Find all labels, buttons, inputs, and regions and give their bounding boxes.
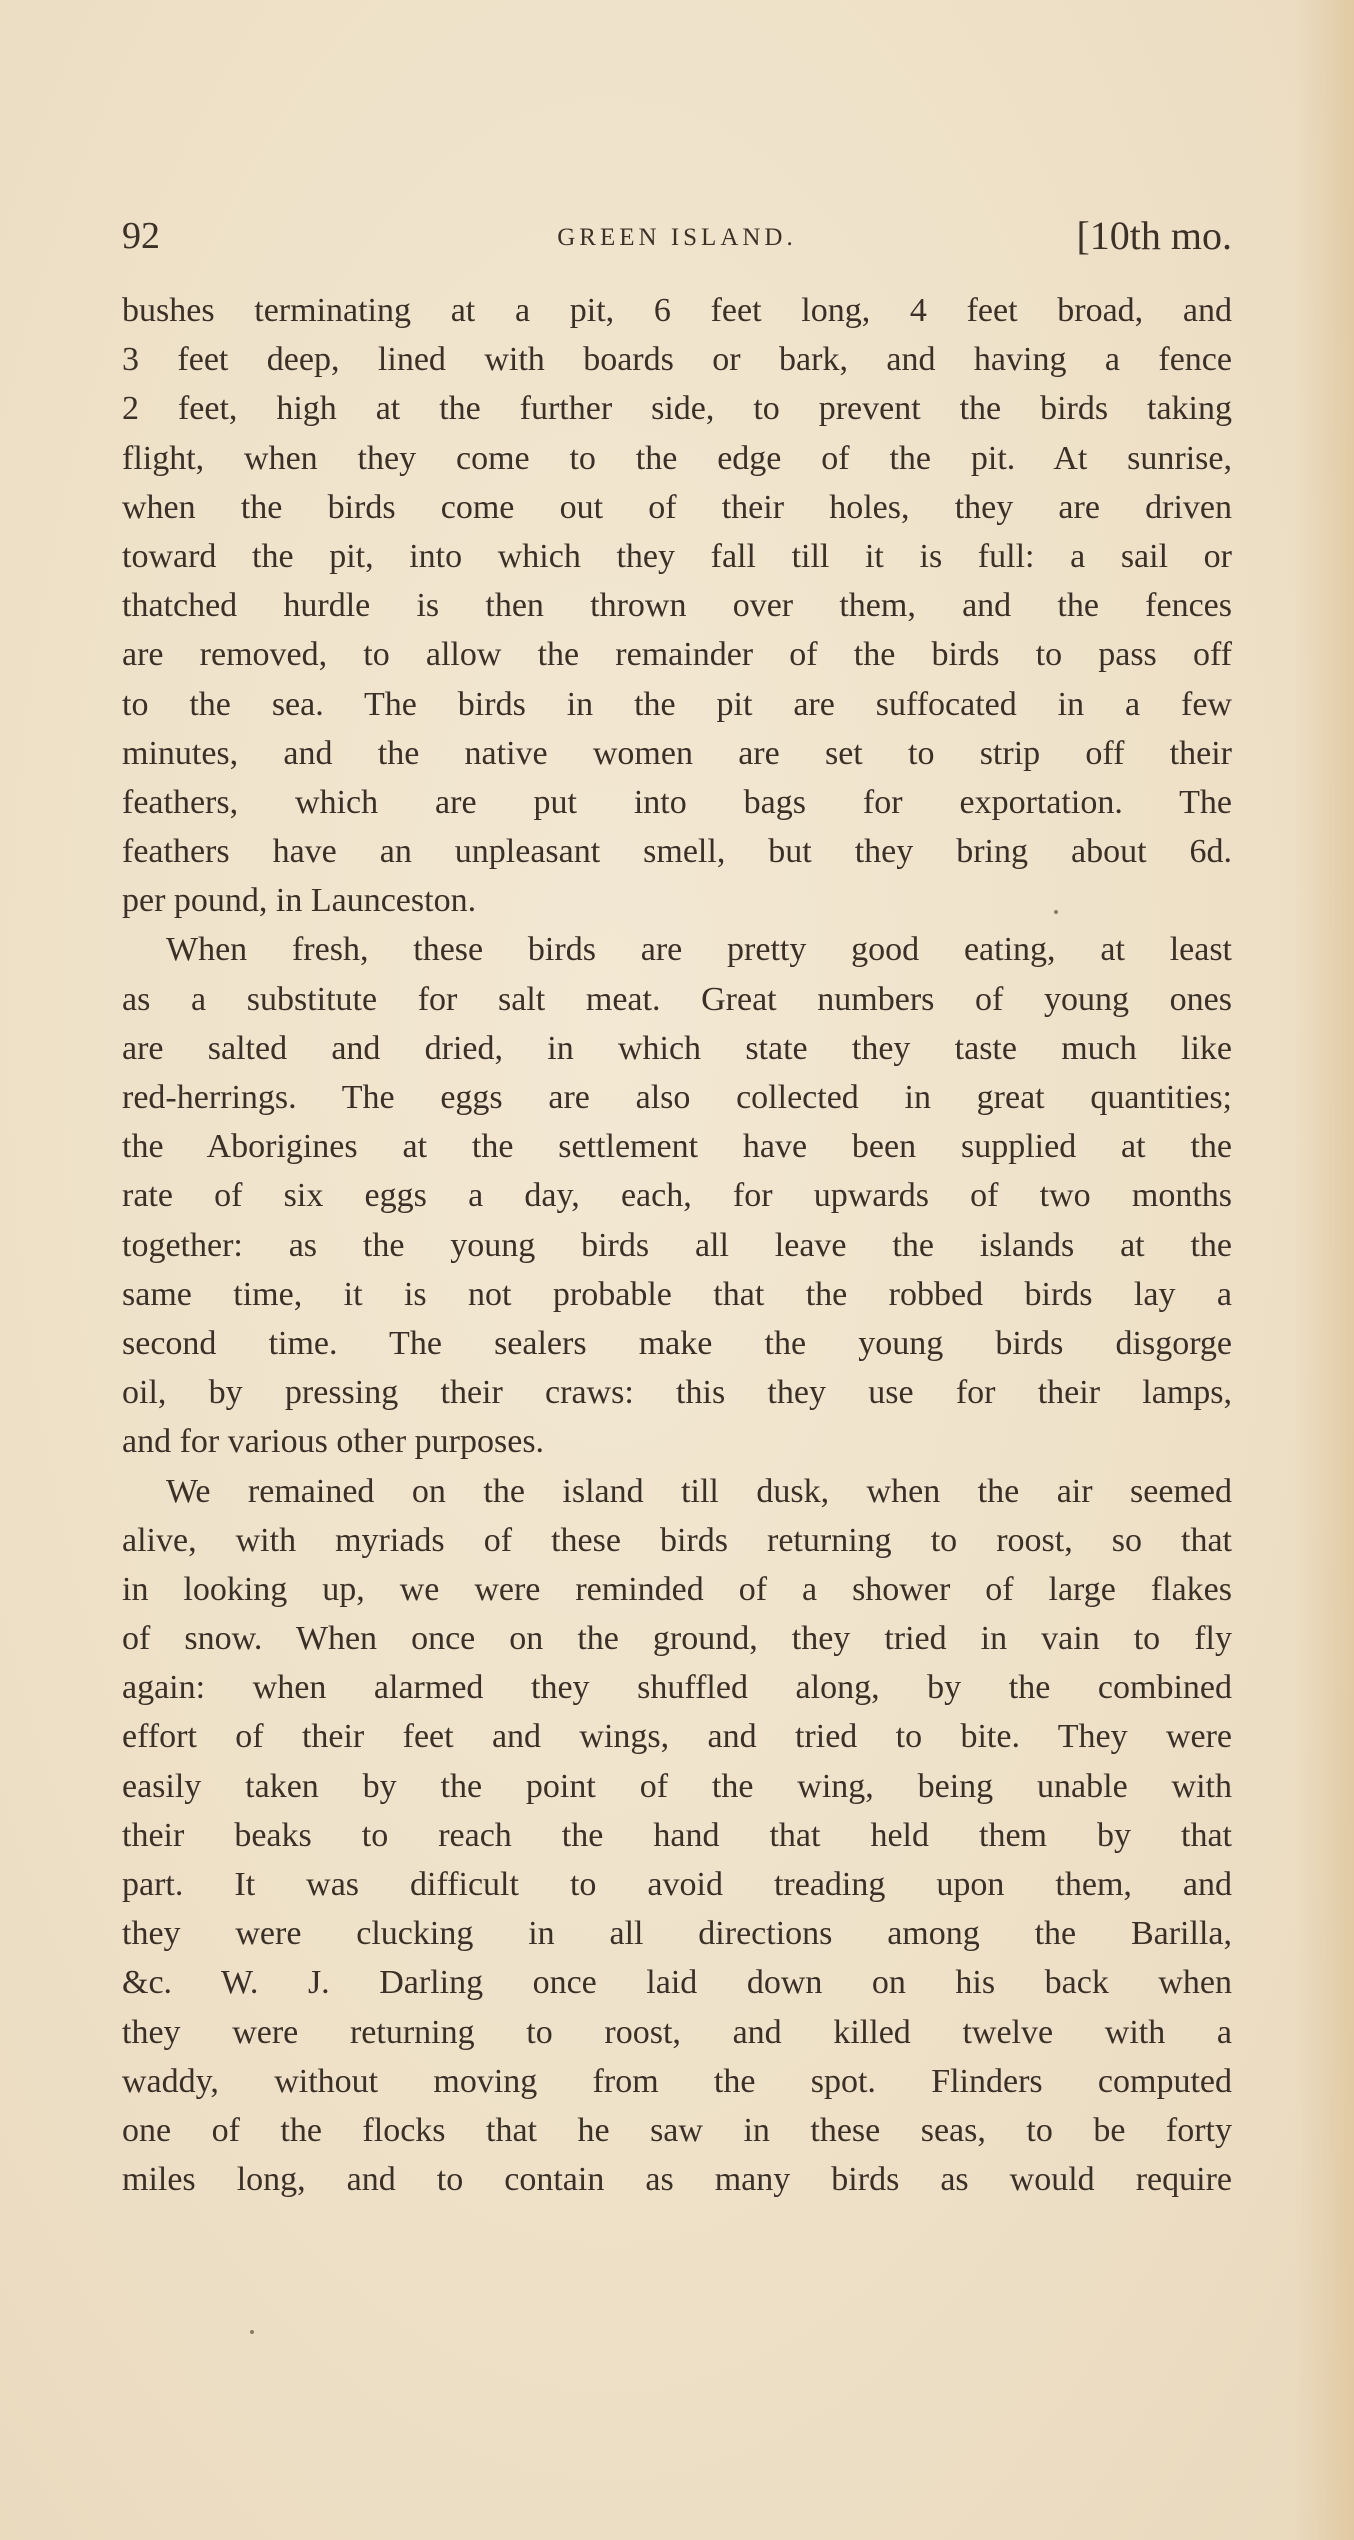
text-line: to the sea. The birds in the pit are suffocated in a few bbox=[122, 685, 1232, 723]
text-line: rate of six eggs a day, each, for upwards of two months bbox=[122, 1177, 1232, 1215]
text-line: alive, with myriads of these birds returning to roost, so that bbox=[122, 1521, 1232, 1559]
text-line: effort of their feet and wings, and tried to bite. They were bbox=[122, 1718, 1232, 1756]
text-line: they were returning to roost, and killed twelve with a bbox=[122, 2013, 1232, 2051]
text-line: feathers have an unpleasant smell, but they bring about 6d. bbox=[122, 833, 1232, 871]
text-line: toward the pit, into which they fall till it is full: a sail or bbox=[122, 537, 1232, 575]
text-line: are removed, to allow the remainder of the birds to pass off bbox=[122, 636, 1232, 674]
text-line: &c. W. J. Darling once laid down on his back when bbox=[122, 1964, 1232, 2002]
text-line: are salted and dried, in which state they taste much like bbox=[122, 1029, 1232, 1067]
page-number: 92 bbox=[122, 215, 160, 257]
text-line: easily taken by the point of the wing, being unable with bbox=[122, 1767, 1232, 1805]
text-line: the Aborigines at the settlement have been supplied at the bbox=[122, 1128, 1232, 1166]
text-line: and for various other purposes. bbox=[122, 1423, 545, 1461]
body-text bbox=[122, 286, 1232, 2204]
text-line: of snow. When once on the ground, they tried in vain to fly bbox=[122, 1620, 1232, 1658]
text-line: one of the flocks that he saw in these seas, to be forty bbox=[122, 2111, 1232, 2149]
text-line: minutes, and the native women are set to strip off their bbox=[122, 734, 1232, 772]
text-line: as a substitute for salt meat. Great numbers of young ones bbox=[122, 980, 1232, 1018]
text-line: waddy, without moving from the spot. Flinders computed bbox=[122, 2062, 1232, 2100]
text-line: again: when alarmed they shuffled along, by the combined bbox=[122, 1669, 1232, 1707]
text-line: same time, it is not probable that the robbed birds lay a bbox=[122, 1275, 1232, 1313]
running-header bbox=[122, 210, 1232, 270]
paper-speck bbox=[1054, 910, 1058, 914]
running-title: GREEN ISLAND. bbox=[557, 224, 797, 251]
text-line: when the birds come out of their holes, they are driven bbox=[122, 488, 1232, 526]
text-line: We remained on the island till dusk, when the air seemed bbox=[166, 1472, 1232, 1510]
text-line: miles long, and to contain as many birds as would require bbox=[122, 2161, 1232, 2199]
text-line: they were clucking in all directions among the Barilla, bbox=[122, 1915, 1232, 1953]
text-line: feathers, which are put into bags for exportation. The bbox=[122, 783, 1232, 821]
text-line: red-herrings. The eggs are also collected in great quantities; bbox=[122, 1079, 1232, 1116]
text-line: per pound, in Launceston. bbox=[122, 882, 477, 920]
text-line: second time. The sealers make the young birds disgorge bbox=[122, 1324, 1232, 1362]
text-line: part. It was difficult to avoid treading upon them, and bbox=[122, 1866, 1232, 1903]
text-line: oil, by pressing their craws: this they use for their lamps, bbox=[122, 1374, 1232, 1412]
text-line: When fresh, these birds are pretty good eating, at least bbox=[166, 931, 1232, 969]
text-line: bushes terminating at a pit, 6 feet long, 4 feet broad, and bbox=[122, 292, 1232, 329]
section-mark: [10th mo. bbox=[1076, 213, 1232, 258]
text-line: together: as the young birds all leave the islands at the bbox=[122, 1226, 1232, 1264]
page-edge-shadow bbox=[1294, 0, 1354, 2540]
paper-speck bbox=[250, 2330, 254, 2334]
text-line: thatched hurdle is then thrown over them, and the fences bbox=[122, 587, 1232, 625]
text-line: their beaks to reach the hand that held them by that bbox=[122, 1816, 1232, 1854]
text-line: flight, when they come to the edge of the pit. At sunrise, bbox=[122, 439, 1232, 477]
text-line: 2 feet, high at the further side, to prevent the birds taking bbox=[122, 390, 1232, 428]
text-line: 3 feet deep, lined with boards or bark, and having a fence bbox=[122, 341, 1232, 379]
text-line: in looking up, we were reminded of a shower of large flakes bbox=[122, 1570, 1232, 1608]
